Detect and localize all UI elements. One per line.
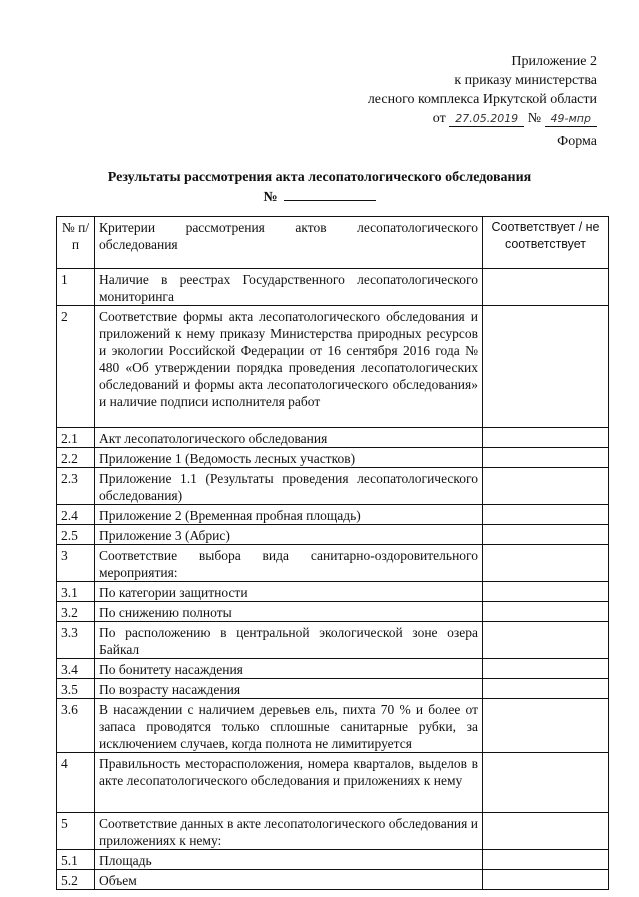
row-criteria: По снижению полноты <box>95 602 483 622</box>
row-criteria: Соответствие формы акта лесопатологического обследования и приложений к нему приказу Министерства природных ресурсов и экологии Российской Федерации от 16 сентября 2016 года № 480 «Об утверждении порядка проведения лесопатологических обследований и формы акта лесопатологического обследования» и наличие подписи исполнителя работ <box>95 306 483 428</box>
appendix-date-line <box>368 109 597 128</box>
row-number: 4 <box>57 753 95 813</box>
number-symbol: № <box>263 190 278 205</box>
row-status-cell[interactable] <box>483 525 609 545</box>
row-number: 3 <box>57 545 95 582</box>
row-status-cell[interactable] <box>483 753 609 813</box>
table-row <box>57 428 609 448</box>
table-row <box>57 870 609 890</box>
row-status-cell[interactable] <box>483 679 609 699</box>
row-number: 3.1 <box>57 582 95 602</box>
table-row <box>57 622 609 659</box>
form-label: Форма <box>557 134 597 149</box>
table-row <box>57 525 609 545</box>
row-criteria: По бонитету насаждения <box>95 659 483 679</box>
table-header-row <box>57 217 609 269</box>
row-number: 2.3 <box>57 468 95 505</box>
table-row <box>57 753 609 813</box>
row-status-cell[interactable] <box>483 622 609 659</box>
table-row <box>57 269 609 306</box>
row-criteria: Приложение 2 (Временная пробная площадь) <box>95 505 483 525</box>
row-status-cell[interactable] <box>483 545 609 582</box>
table-row <box>57 659 609 679</box>
row-number: 5.1 <box>57 850 95 870</box>
row-status-cell[interactable] <box>483 269 609 306</box>
row-criteria: Соответствие данных в акте лесопатологического обследования и приложениях к нему: <box>95 813 483 850</box>
from-label: от <box>432 111 446 126</box>
appendix-order-ref: к приказу министерства <box>454 73 597 88</box>
row-criteria: Приложение 1 (Ведомость лесных участков) <box>95 448 483 468</box>
row-criteria: По категории защитности <box>95 582 483 602</box>
row-status-cell[interactable] <box>483 448 609 468</box>
criteria-table <box>56 216 609 890</box>
table-row <box>57 505 609 525</box>
row-criteria: Объем <box>95 870 483 890</box>
row-criteria: Правильность месторасположения, номера кварталов, выделов в акте лесопатологического обследования и приложениях к нему <box>95 753 483 813</box>
row-criteria: Соответствие выбора вида санитарно-оздоровительного мероприятия: <box>95 545 483 582</box>
table-row <box>57 448 609 468</box>
row-status-cell[interactable] <box>483 699 609 753</box>
row-status-cell[interactable] <box>483 468 609 505</box>
row-criteria: Наличие в реестрах Государственного лесопатологического мониторинга <box>95 269 483 306</box>
row-number: 3.3 <box>57 622 95 659</box>
row-status-cell[interactable] <box>483 813 609 850</box>
header-num: № п/п <box>57 217 95 269</box>
table-row <box>57 679 609 699</box>
row-status-cell[interactable] <box>483 428 609 448</box>
row-status-cell[interactable] <box>483 870 609 890</box>
table-row <box>57 545 609 582</box>
table-row <box>57 850 609 870</box>
row-number: 3.2 <box>57 602 95 622</box>
number-label: № <box>527 111 542 126</box>
row-number: 3.4 <box>57 659 95 679</box>
row-criteria: Приложение 3 (Абрис) <box>95 525 483 545</box>
row-number: 2.2 <box>57 448 95 468</box>
row-number: 3.6 <box>57 699 95 753</box>
header-status: Соответствует / не соответствует <box>483 217 609 269</box>
row-criteria: Площадь <box>95 850 483 870</box>
row-status-cell[interactable] <box>483 582 609 602</box>
appendix-header <box>368 52 597 128</box>
appendix-title: Приложение 2 <box>511 54 597 69</box>
row-number: 2 <box>57 306 95 428</box>
row-criteria: По возрасту насаждения <box>95 679 483 699</box>
row-criteria: Приложение 1.1 (Результаты проведения лесопатологического обследования) <box>95 468 483 505</box>
table-row <box>57 602 609 622</box>
handwritten-date: 27.05.2019 <box>449 112 524 127</box>
document-number-line <box>0 188 639 206</box>
handwritten-number: 49-мпр <box>545 112 597 127</box>
row-number: 2.1 <box>57 428 95 448</box>
table-body <box>57 269 609 890</box>
row-number: 2.4 <box>57 505 95 525</box>
row-number: 5.2 <box>57 870 95 890</box>
row-status-cell[interactable] <box>483 850 609 870</box>
row-status-cell[interactable] <box>483 505 609 525</box>
row-status-cell[interactable] <box>483 306 609 428</box>
table-row <box>57 699 609 753</box>
row-number: 1 <box>57 269 95 306</box>
table-row <box>57 468 609 505</box>
row-criteria: В насаждении с наличием деревьев ель, пихта 70 % и более от запаса проводятся только сплошные санитарные рубки, за исключением случаев, когда полнота не лимитируется <box>95 699 483 753</box>
header-criteria: Критерии рассмотрения актов лесопатологического обследования <box>95 217 483 269</box>
row-criteria: По расположению в центральной экологической зоне озера Байкал <box>95 622 483 659</box>
row-number: 5 <box>57 813 95 850</box>
row-status-cell[interactable] <box>483 659 609 679</box>
table-row <box>57 306 609 428</box>
row-status-cell[interactable] <box>483 602 609 622</box>
number-blank <box>284 188 376 201</box>
appendix-ministry: лесного комплекса Иркутской области <box>367 92 597 107</box>
table-row <box>57 813 609 850</box>
table-row <box>57 582 609 602</box>
row-criteria: Акт лесопатологического обследования <box>95 428 483 448</box>
row-number: 2.5 <box>57 525 95 545</box>
document-title: Результаты рассмотрения акта лесопатологического обследования <box>107 170 532 185</box>
row-number: 3.5 <box>57 679 95 699</box>
